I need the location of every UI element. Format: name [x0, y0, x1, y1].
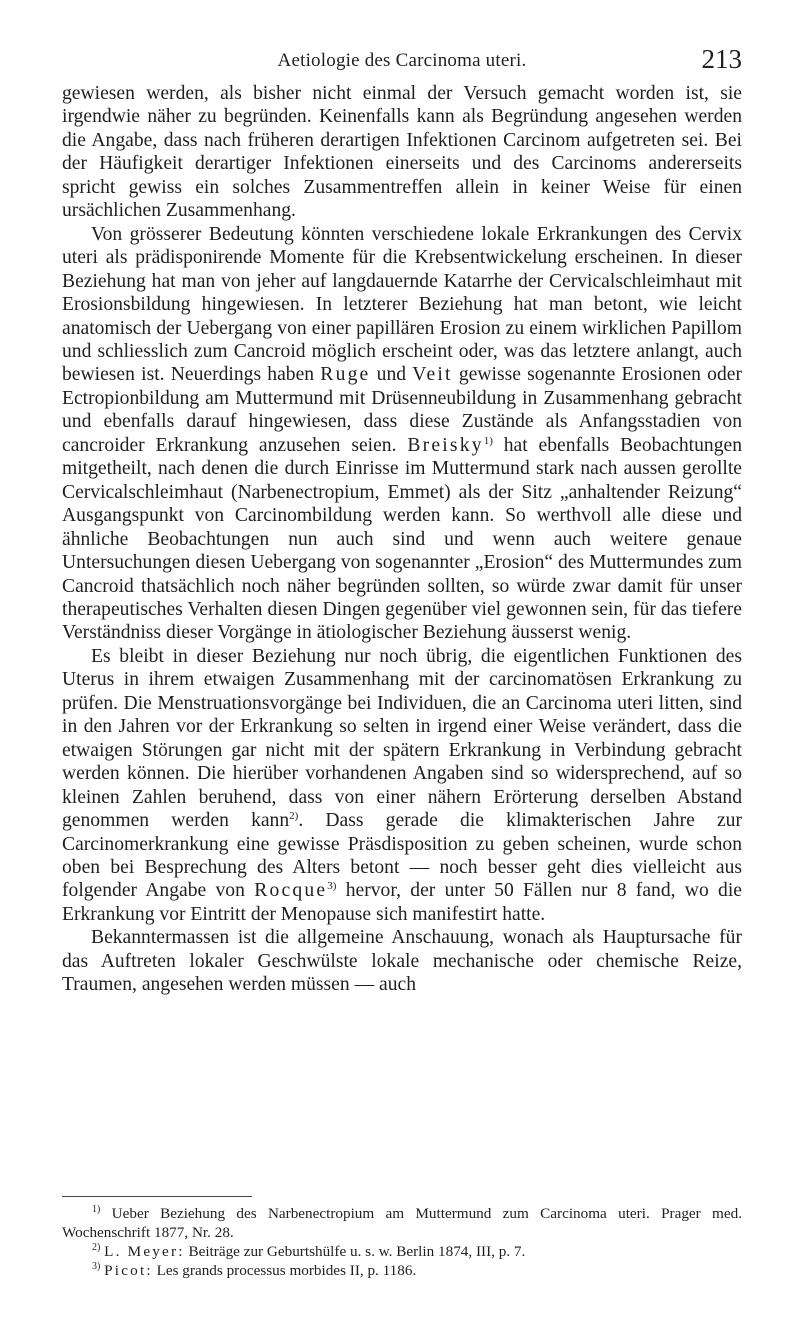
footnotes [62, 1204, 742, 1280]
footnote-marker: 1) [92, 1204, 101, 1215]
author-name: Ruge [320, 364, 371, 386]
footnote-text: Ueber Beziehung des Narbenectropium am Muttermund zum Carcinoma uteri. Prager med. Wochenschrift 1877, Nr. 28. [62, 1205, 742, 1241]
author-name: Breisky [407, 434, 484, 456]
text-segment: hat ebenfalls Beobachtungen mitgetheilt, nach denen die durch Einrisse im Muttermund stark nach aussen gerollte Cervicalschleimhaut (Narbenectropium, Emmet) als der Sitz „anhaltender Reizung“ Ausgangspunkt von Carcinombildung werden kann. So werthvoll alle diese und ähnliche Beobachtungen nun auch sind und wenn auch weitere genaue Untersuchungen diesen Uebergang von sogenannter „Erosion“ des Muttermundes zum Cancroid thatsächlich noch näher begründen sollten, so würde zwar damit für unser therapeutisches Verhalten diesen Dingen gegenüber viel gewonnen sein, für das tiefere Verständniss dieser Vorgänge in ätiologischer Beziehung äusserst wenig. [62, 434, 742, 644]
author-name: Rocque [254, 880, 328, 902]
footnote-text: Les grands processus morbides II, p. 1186. [152, 1262, 417, 1279]
paragraph [62, 223, 742, 645]
footnote [62, 1261, 742, 1280]
footnote-divider [62, 1196, 252, 1197]
footnote-reference: 3) [327, 880, 337, 893]
footnote-text: Beiträge zur Geburtshülfe u. s. w. Berlin 1874, III, p. 7. [184, 1243, 526, 1260]
text-segment: Von grösserer Bedeutung könnten verschiedene lokale Erkrankungen des Cervix uteri als prädisponirende Momente für die Krebsentwickelung erscheinen. In dieser Beziehung hat man von jeher auf langdauernde Katarrhe der Cervicalschleimhaut mit Erosionsbildung hingewiesen. In letzterer Beziehung hat man betont, wie leicht anatomisch der Uebergang von einer papillären Erosion zu einem wirklichen Papillom und schliesslich zum Cancroid möglich erscheint oder, was das letztere anlangt, auch bewiesen ist. Neuerdings haben [62, 223, 742, 386]
text-segment: Bekanntermassen ist die allgemeine Anschauung, wonach als Hauptursache für das Auftreten lokaler Geschwülste lokale mechanische oder chemische Reize, Traumen, angesehen werden müssen — auch [62, 927, 742, 996]
page-number: 213 [701, 44, 742, 74]
footnote-author: L. Meyer: [104, 1243, 185, 1260]
footnote-marker: 2) [92, 1242, 101, 1253]
text-segment: und [370, 364, 413, 386]
paragraph [62, 645, 742, 926]
footnote [62, 1242, 742, 1261]
text-segment: . Dass gerade die klimakterischen Jahre zur Carcinomerkrankung eine gewisse Präsdisposition zu geben scheinen, wurde schon oben bei Besprechung des Alters betont — noch besser geht dies vielleicht aus folgender Angabe von [62, 810, 742, 902]
footnote-author: Picot: [104, 1262, 153, 1279]
footnote [62, 1204, 742, 1242]
text-segment: gewiesen werden, als bisher nicht einmal der Versuch gemacht worden ist, sie irgendwie näher zu begründen. Keinenfalls kann als Begründung angesehen werden die Angabe, dass nach früheren derartigen Infektionen Carcinom aufgetreten sei. Bei der Häufigkeit derartiger Infektionen einerseits und des Carcinoms andererseits spricht gewiss ein solches Zusammentreffen allein in keiner Weise für einen ursächlichen Zusammenhang. [62, 83, 742, 222]
author-name: Veit [412, 364, 453, 386]
running-head [62, 44, 742, 74]
footnote-reference: 2) [289, 810, 299, 823]
paragraph [62, 82, 742, 223]
running-title: Aetiologie des Carcinoma uteri. [277, 50, 527, 71]
footnote-marker: 3) [92, 1261, 101, 1272]
body-text [62, 82, 742, 997]
text-segment: hervor, der unter 50 Fällen nur 8 fand, wo die Erkrankung vor Eintritt der Menopause sich manifestirt hatte. [62, 880, 742, 925]
text-segment: gewisse sogenannte Erosionen oder Ectropionbildung am Muttermund mit Drüsenneubildung in Zusammenhang gebracht und ebenfalls darauf hingewiesen, dass diese Zustände als Anfangsstadien von cancroider Erkrankung anzusehen seien. [62, 364, 742, 456]
text-segment: Es bleibt in dieser Beziehung nur noch übrig, die eigentlichen Funktionen des Uterus in ihrem etwaigen Zusammenhang mit der carcinomatösen Erkrankung zu prüfen. Die Menstruationsvorgänge bei Individuen, die an Carcinoma uteri litten, sind in den Jahren vor der Erkrankung so selten in irgend einer Weise verändert, dass die etwaigen Störungen gar nicht mit der spätern Erkrankung in Verbindung gebracht werden können. Die hierüber vorhandenen Angaben sind so widersprechend, auf so kleinen Zahlen beruhend, dass von einer nähern Erörterung derselben Abstand genommen werden kann [62, 645, 742, 832]
footnote-reference: 1) [483, 434, 493, 447]
paragraph [62, 926, 742, 996]
